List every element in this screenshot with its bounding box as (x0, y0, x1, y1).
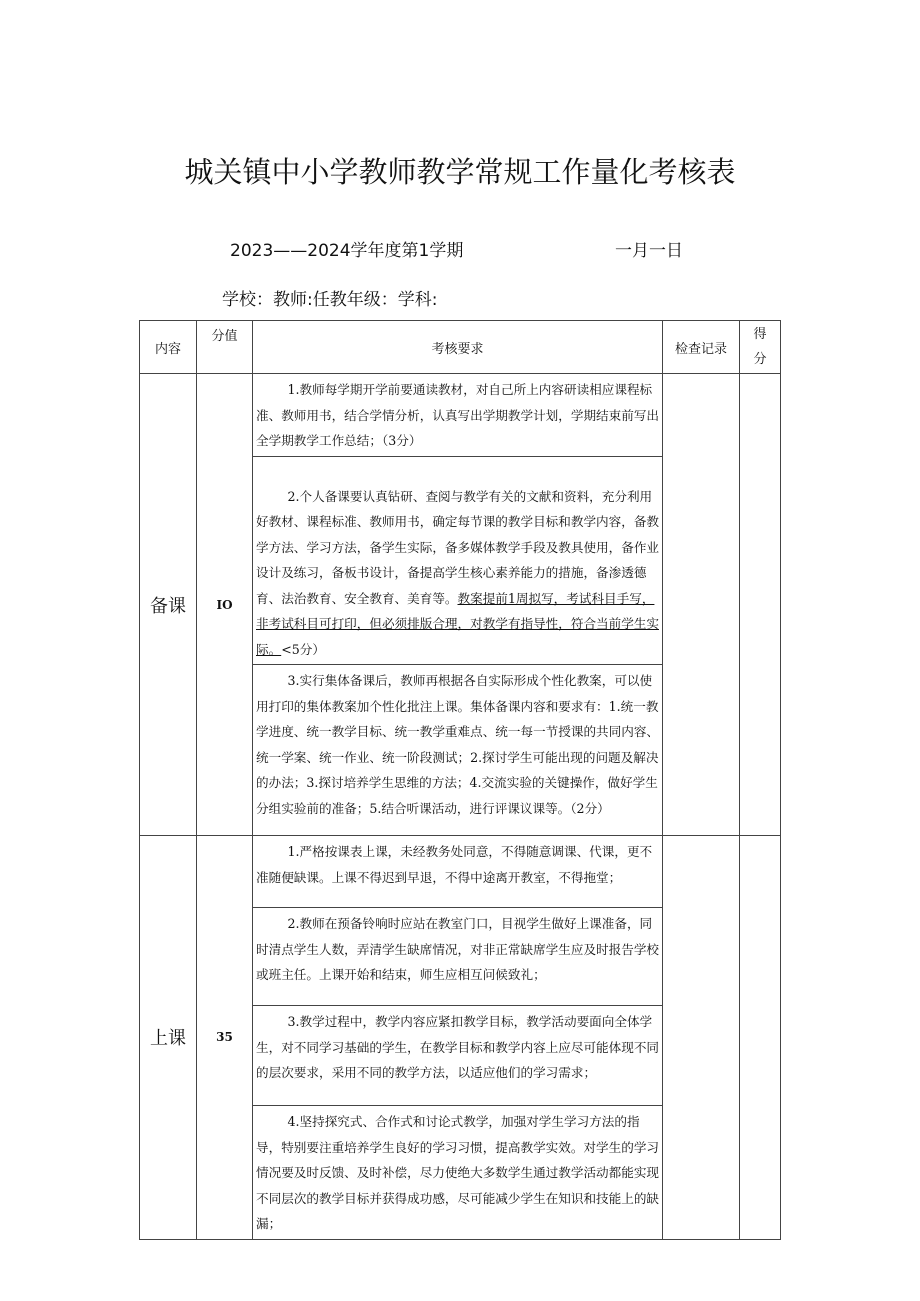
section-points-class: 35 (197, 836, 253, 1240)
page-title: 城关镇中小学教师教学常规工作量化考核表 (184, 155, 736, 189)
header-check-record: 检查记录 (663, 321, 740, 374)
requirement-cell (253, 665, 663, 836)
requirement-text (256, 484, 659, 663)
requirement-cell (253, 1106, 663, 1240)
header-score-bottom: 分 (753, 352, 767, 367)
requirement-text: 4.坚持探究式、合作式和讨论式教学，加强对学生学习方法的指导，特别要注重培养学生良好的学习习惯，提高教学实效。对学生的学习情况要及时反馈、及时补偿，尽力使绝大多数学生通过教学活动都能实现不同层次的教学目标并获得成功感，尽可能减少学生在知识和技能上的缺漏； (256, 1114, 659, 1231)
section-name-class: 上课 (140, 836, 197, 1240)
table-row (140, 836, 781, 908)
requirement-text-tail: <5分） (281, 641, 325, 657)
requirement-text: 1.严格按课表上课，未经教务处同意，不得随意调课、代课，更不准随便缺课。上课不得迟到早退，不得中途离开教室，不得拖堂； (256, 844, 653, 885)
requirement-text-underlined: 教案提前1周拟写，考试科目手写，非考试科目可打印，但必须排版合理，对教学有指导性，符合当前学生实际。 (256, 590, 659, 657)
table-row (140, 374, 781, 457)
section-points-prep: IO (197, 374, 253, 836)
requirement-cell (253, 836, 663, 908)
requirement-text: 1.教师每学期开学前要通读教材，对自己所上内容研读相应课程标准、教师用书，结合学情分析，认真写出学期教学计划，学期结束前写出全学期教学工作总结；（3分） (256, 382, 659, 448)
requirement-cell (253, 374, 663, 457)
date-label: 一月一日 (615, 241, 683, 261)
header-points: 分值 (197, 321, 253, 374)
requirement-text: 3.教学过程中，教学内容应紧扣教学目标，教学活动要面向全体学生，对不同学习基础的学生，在教学目标和教学内容上应尽可能体现不同的层次要求，采用不同的教学方法，以适应他们的学习需求； (256, 1014, 659, 1080)
requirement-cell (253, 908, 663, 1006)
assessment-table (139, 320, 781, 1240)
table-header-row (140, 321, 781, 374)
header-score-top: 得 (753, 327, 767, 342)
header-score (740, 321, 781, 374)
requirement-cell (253, 1006, 663, 1106)
check-record-cell[interactable] (663, 836, 740, 1240)
requirement-cell (253, 456, 663, 665)
section-name-prep: 备课 (140, 374, 197, 836)
header-requirements: 考核要求 (253, 321, 663, 374)
score-cell[interactable] (740, 374, 781, 836)
term-label: 2023——2024学年度第1学期 (230, 241, 464, 261)
requirement-text: 2.教师在预备铃响时应站在教室门口，目视学生做好上课准备，同时清点学生人数，弄清学生缺席情况，对非正常缺席学生应及时报告学校或班主任。上课开始和结束，师生应相互问候致礼； (256, 916, 659, 982)
requirement-text-main: 2.个人备课要认真钻研、查阅与教学有关的文献和资料，充分利用好教材、课程标准、教师用书，确定每节课的教学目标和教学内容，备教学方法、学习方法，备学生实际，备多媒体教学手段及教具使用，备作业设计及练习，备板书设计，备提高学生核心素养能力的措施，备渗透德育、法治教育、安全教育、美育等。 (256, 488, 659, 606)
header-content: 内容 (140, 321, 197, 374)
info-line: 学校：教师:任教年级：学科: (222, 290, 438, 310)
requirement-text: 3.实行集体备课后，教师再根据各自实际形成个性化教案，可以使用打印的集体教案加个性化批注上课。集体备课内容和要求有：1.统一教学进度、统一教学目标、统一教学重难点、统一每一节授课的共同内容、统一学案、统一作业、统一阶段测试；2.探讨学生可能出现的问题及解决的办法；3.探讨培养学生思维的方法；4.交流实验的关键操作，做好学生分组实验前的准备；5.结合听课活动，进行评课议课等。（2分） (256, 673, 659, 816)
check-record-cell[interactable] (663, 374, 740, 836)
score-cell[interactable] (740, 836, 781, 1240)
